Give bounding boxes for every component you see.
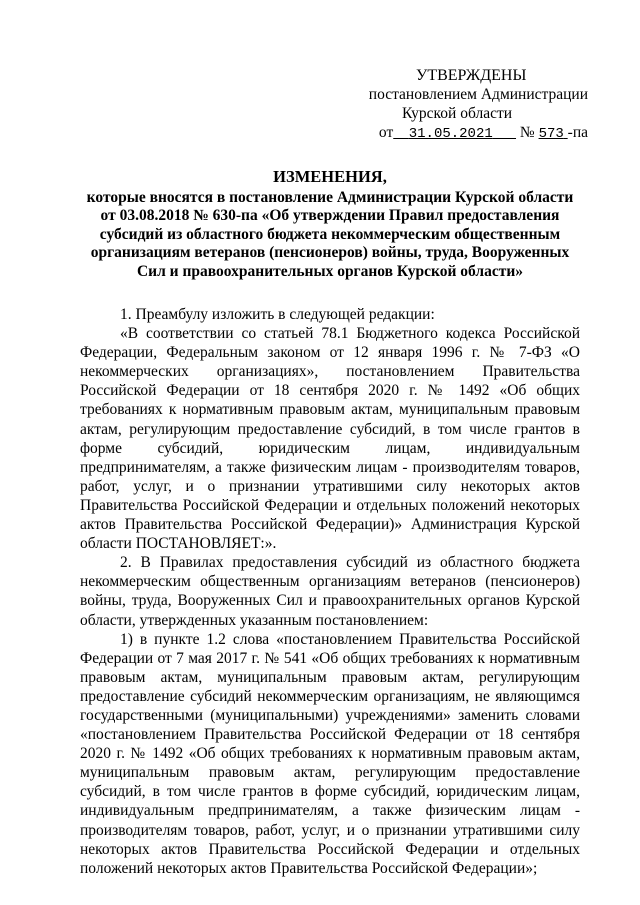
body-line: предпринимателям, а также физическим лицам - производителям товаров, [80,458,580,476]
body-line: государственными (муниципальными) учреждениями» заменить словами [80,706,580,724]
approval-title: УТВЕРЖДЕНЫ [416,67,527,84]
heading-line: организациям ветеранов (пенсионеров) войны, труда, Вооруженных [90,244,570,261]
body-line: войны, труда, Вооруженных Сил и правоохранительных органов Курской [80,592,580,610]
document-body [80,305,580,878]
body-line: требованиях к нормативным правовым актам, муниципальным правовым [80,401,580,419]
heading-line: субсидий из областного бюджета некоммерческим общественным [99,225,561,243]
approval-stamp [358,66,588,144]
body-line: 2020 г. № 1492 «Об общих требованиях к нормативным правовым актам, [80,745,580,763]
body-line: «постановлением Правительства Российской Федерации от 18 сентября [80,726,580,744]
heading-line: которые вносятся в постановление Администрации Курской области [86,188,574,206]
number-suffix: -па [567,124,588,141]
document-heading [80,168,580,281]
number-value: 573 [538,126,564,142]
date-prefix: от [378,124,394,141]
body-line: 1) в пункте 1.2 слова «постановлением Правительства Российской [120,630,580,648]
body-line: форме субсидий, юридическим лицам, индивидуальным [80,439,580,457]
body-line: муниципальным правовым актам, регулирующим предоставление [80,764,580,782]
heading-title: ИЗМЕНЕНИЯ, [273,167,387,186]
body-line: актов Правительства Российской Федерации)» Администрация Курской [80,516,580,534]
body-line: 2. В Правилах предоставления субсидий из областного бюджета [120,554,580,572]
body-line: индивидуальным предпринимателям, а также физическим лицам - [80,802,580,820]
approval-line-2: Курской области [402,105,513,122]
body-line: положений некоторых актов Правительства Российской Федерации»; [80,859,538,877]
body-line: некоммерческим общественным организациям ветеранов (пенсионеров) [80,573,580,591]
body-line: Правительства Российской Федерации и отдельных положений некоторых [80,496,580,514]
body-line: производителям товаров, работ, услуг, и о признании утратившими силу [80,821,580,839]
approval-line-1: постановлением Администрации [368,86,588,103]
body-line: субсидий, в том числе грантов в форме субсидий, юридическим лицам, [80,783,580,801]
body-line: 1. Преамбулу изложить в следующей редакции: [120,306,435,323]
body-line: некоммерческих организациях», постановлением Правительства [80,363,580,381]
heading-line: Сил и правоохранительных органов Курской области» [136,262,524,280]
body-line: актам, регулирующим предоставление субсидий, в том числе грантов в [80,420,580,438]
body-line: Федерации, Федеральным законом от 12 января 1996 г. № 7-ФЗ «О [80,344,580,362]
body-line: области, утвержденных указанным постановлением: [80,611,429,629]
body-line: работ, услуг, и о признании утратившими силу некоторых актов [80,477,580,495]
number-prefix: № [519,124,535,141]
body-line: области ПОСТАНОВЛЯЕТ:». [80,535,277,553]
body-line: Российской Федерации от 18 сентября 2020 г. № 1492 «Об общих [80,382,580,400]
approval-date-row [358,123,588,144]
body-line: «В соответствии со статьей 78.1 Бюджетного кодекса Российской [120,325,580,343]
heading-line: от 03.08.2018 № 630-па «Об утверждении Правил предоставления [100,207,560,224]
body-line: Федерации от 7 мая 2017 г. № 541 «Об общих требованиях к нормативным [80,649,580,667]
body-line: правовым актам, муниципальным правовым актам, регулирующим [80,668,580,686]
date-value: 31.05.2021 [408,126,493,142]
body-line: некоторых актов Правительства Российской Федерации и отдельных [80,840,580,858]
body-line: предоставление субсидий некоммерческим организациям, не являющимся [80,687,580,705]
